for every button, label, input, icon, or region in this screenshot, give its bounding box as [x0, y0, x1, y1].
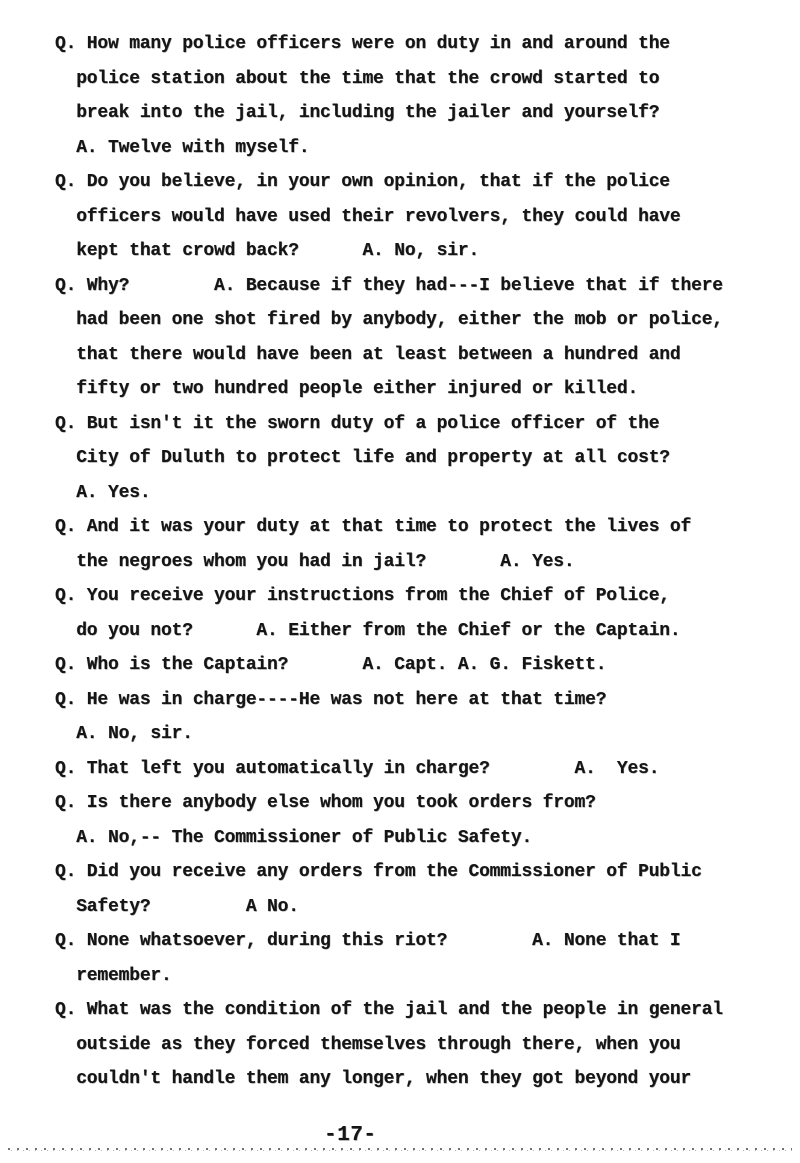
transcript-line: Q. And it was your duty at that time to protect the lives of — [55, 517, 692, 537]
transcript-line: outside as they forced themselves through there, when you — [55, 1034, 681, 1055]
transcript-line: Q. Did you receive any orders from the Commissioner of Public — [55, 862, 702, 882]
page-footer — [0, 1124, 800, 1160]
transcript-line: fifty or two hundred people either injured or killed. — [55, 379, 639, 399]
transcript-line: Q. Is there anybody else whom you took orders from? — [55, 793, 596, 813]
transcript-line: police station about the time that the crowd started to — [55, 68, 660, 89]
transcript-line: that there would have been at least between a hundred and — [55, 344, 681, 365]
transcript-line: A. No,-- The Commissioner of Public Safety. — [55, 827, 533, 848]
transcript-line: Q. Why? A. Because if they had---I believe that if there — [55, 275, 723, 296]
transcript-line: had been one shot fired by anybody, either the mob or police, — [55, 310, 723, 330]
transcript-line: remember. — [55, 965, 172, 986]
transcript-line: do you not? A. Either from the Chief or the Captain. — [55, 620, 681, 641]
transcript-line: Q. But isn't it the sworn duty of a police officer of the — [55, 413, 660, 434]
transcript-line: couldn't handle them any longer, when they got beyond your — [55, 1069, 692, 1089]
scan-dotted-rule — [8, 1148, 792, 1152]
transcript-line: Q. How many police officers were on duty in and around the — [55, 34, 670, 54]
transcript-line: break into the jail, including the jailer and yourself? — [55, 103, 660, 123]
transcript-line: the negroes whom you had in jail? A. Yes. — [55, 551, 575, 572]
transcript-line: kept that crowd back? A. No, sir. — [55, 241, 480, 261]
transcript-line: A. Twelve with myself. — [55, 137, 310, 158]
transcript-line: Q. You receive your instructions from the Chief of Police, — [55, 586, 670, 606]
transcript-line: Q. That left you automatically in charge? A. Yes. — [55, 758, 660, 779]
transcript-line: Safety? A No. — [55, 896, 299, 917]
transcript-line: A. Yes. — [55, 482, 151, 503]
transcript-line: Q. He was in charge----He was not here at that time? — [55, 689, 607, 710]
page-number: -17- — [324, 1124, 377, 1147]
transcript-line: officers would have used their revolvers, they could have — [55, 206, 681, 227]
transcript-line: City of Duluth to protect life and property at all cost? — [55, 448, 670, 468]
transcript-line: Q. None whatsoever, during this riot? A. None that I — [55, 931, 681, 951]
transcript-line: A. No, sir. — [55, 724, 193, 744]
transcript-line: Q. Who is the Captain? A. Capt. A. G. Fiskett. — [55, 655, 607, 675]
transcript — [55, 27, 785, 1097]
transcript-line: Q. Do you believe, in your own opinion, that if the police — [55, 172, 670, 192]
transcript-line: Q. What was the condition of the jail and the people in general — [55, 1000, 723, 1020]
